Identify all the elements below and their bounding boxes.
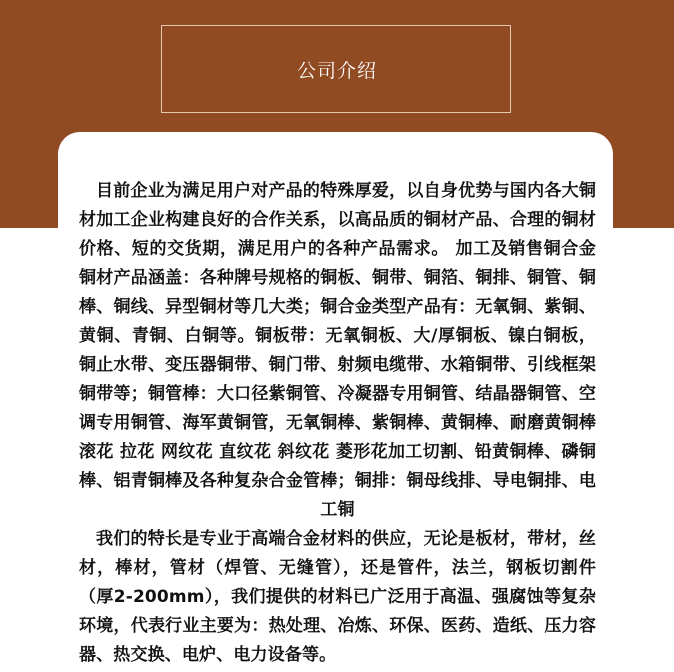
company-intro-text <box>79 177 596 670</box>
intro-paragraph-1: 目前企业为满足用户对产品的特殊厚爱，以自身优势与国内各大铜材加工企业构建良好的合作关系，以高品质的铜材产品、合理的铜材价格、短的交货期，满足用户的各种产品需求。 加工及销售铜合金铜材产品涵盖：各种牌号规格的铜板、铜带、铜箔、铜排、铜管、铜棒、铜线、异型铜材等几大类；铜合金类型产品有：无氧铜、紫铜、黄铜、青铜、白铜等。铜板带：无氧铜板、大/厚铜板、镍白铜板，铜止水带、变压器铜带、铜门带、射频电缆带、水箱铜带、引线框架铜带等；铜管棒：大口径紫铜管、冷凝器专用铜管、结晶器铜管、空调专用铜管、海军黄铜管，无氧铜棒、紫铜棒、黄铜棒、耐磨黄铜棒滚花 拉花 网纹花 直纹花 斜纹花 菱形花加工切割、铅黄铜棒、磷铜棒、铝青铜棒及各种复杂合金管棒；铜排：铜母线排、导电铜排、电工铜 <box>79 181 596 520</box>
section-title: 公司介绍 <box>296 60 377 82</box>
intro-paragraph-2: 我们的特长是专业于高端合金材料的供应，无论是板材，带材，丝材，棒材，管材（焊管、无缝管），还是管件，法兰，钢板切割件（厚2-200mm），我们提供的材料已广泛用于高温、强腐蚀等复杂环境，代表行业主要为：热处理、冶炼、环保、医药、造纸、压力容器、热交换、电炉、电力设备等。 <box>79 529 596 665</box>
